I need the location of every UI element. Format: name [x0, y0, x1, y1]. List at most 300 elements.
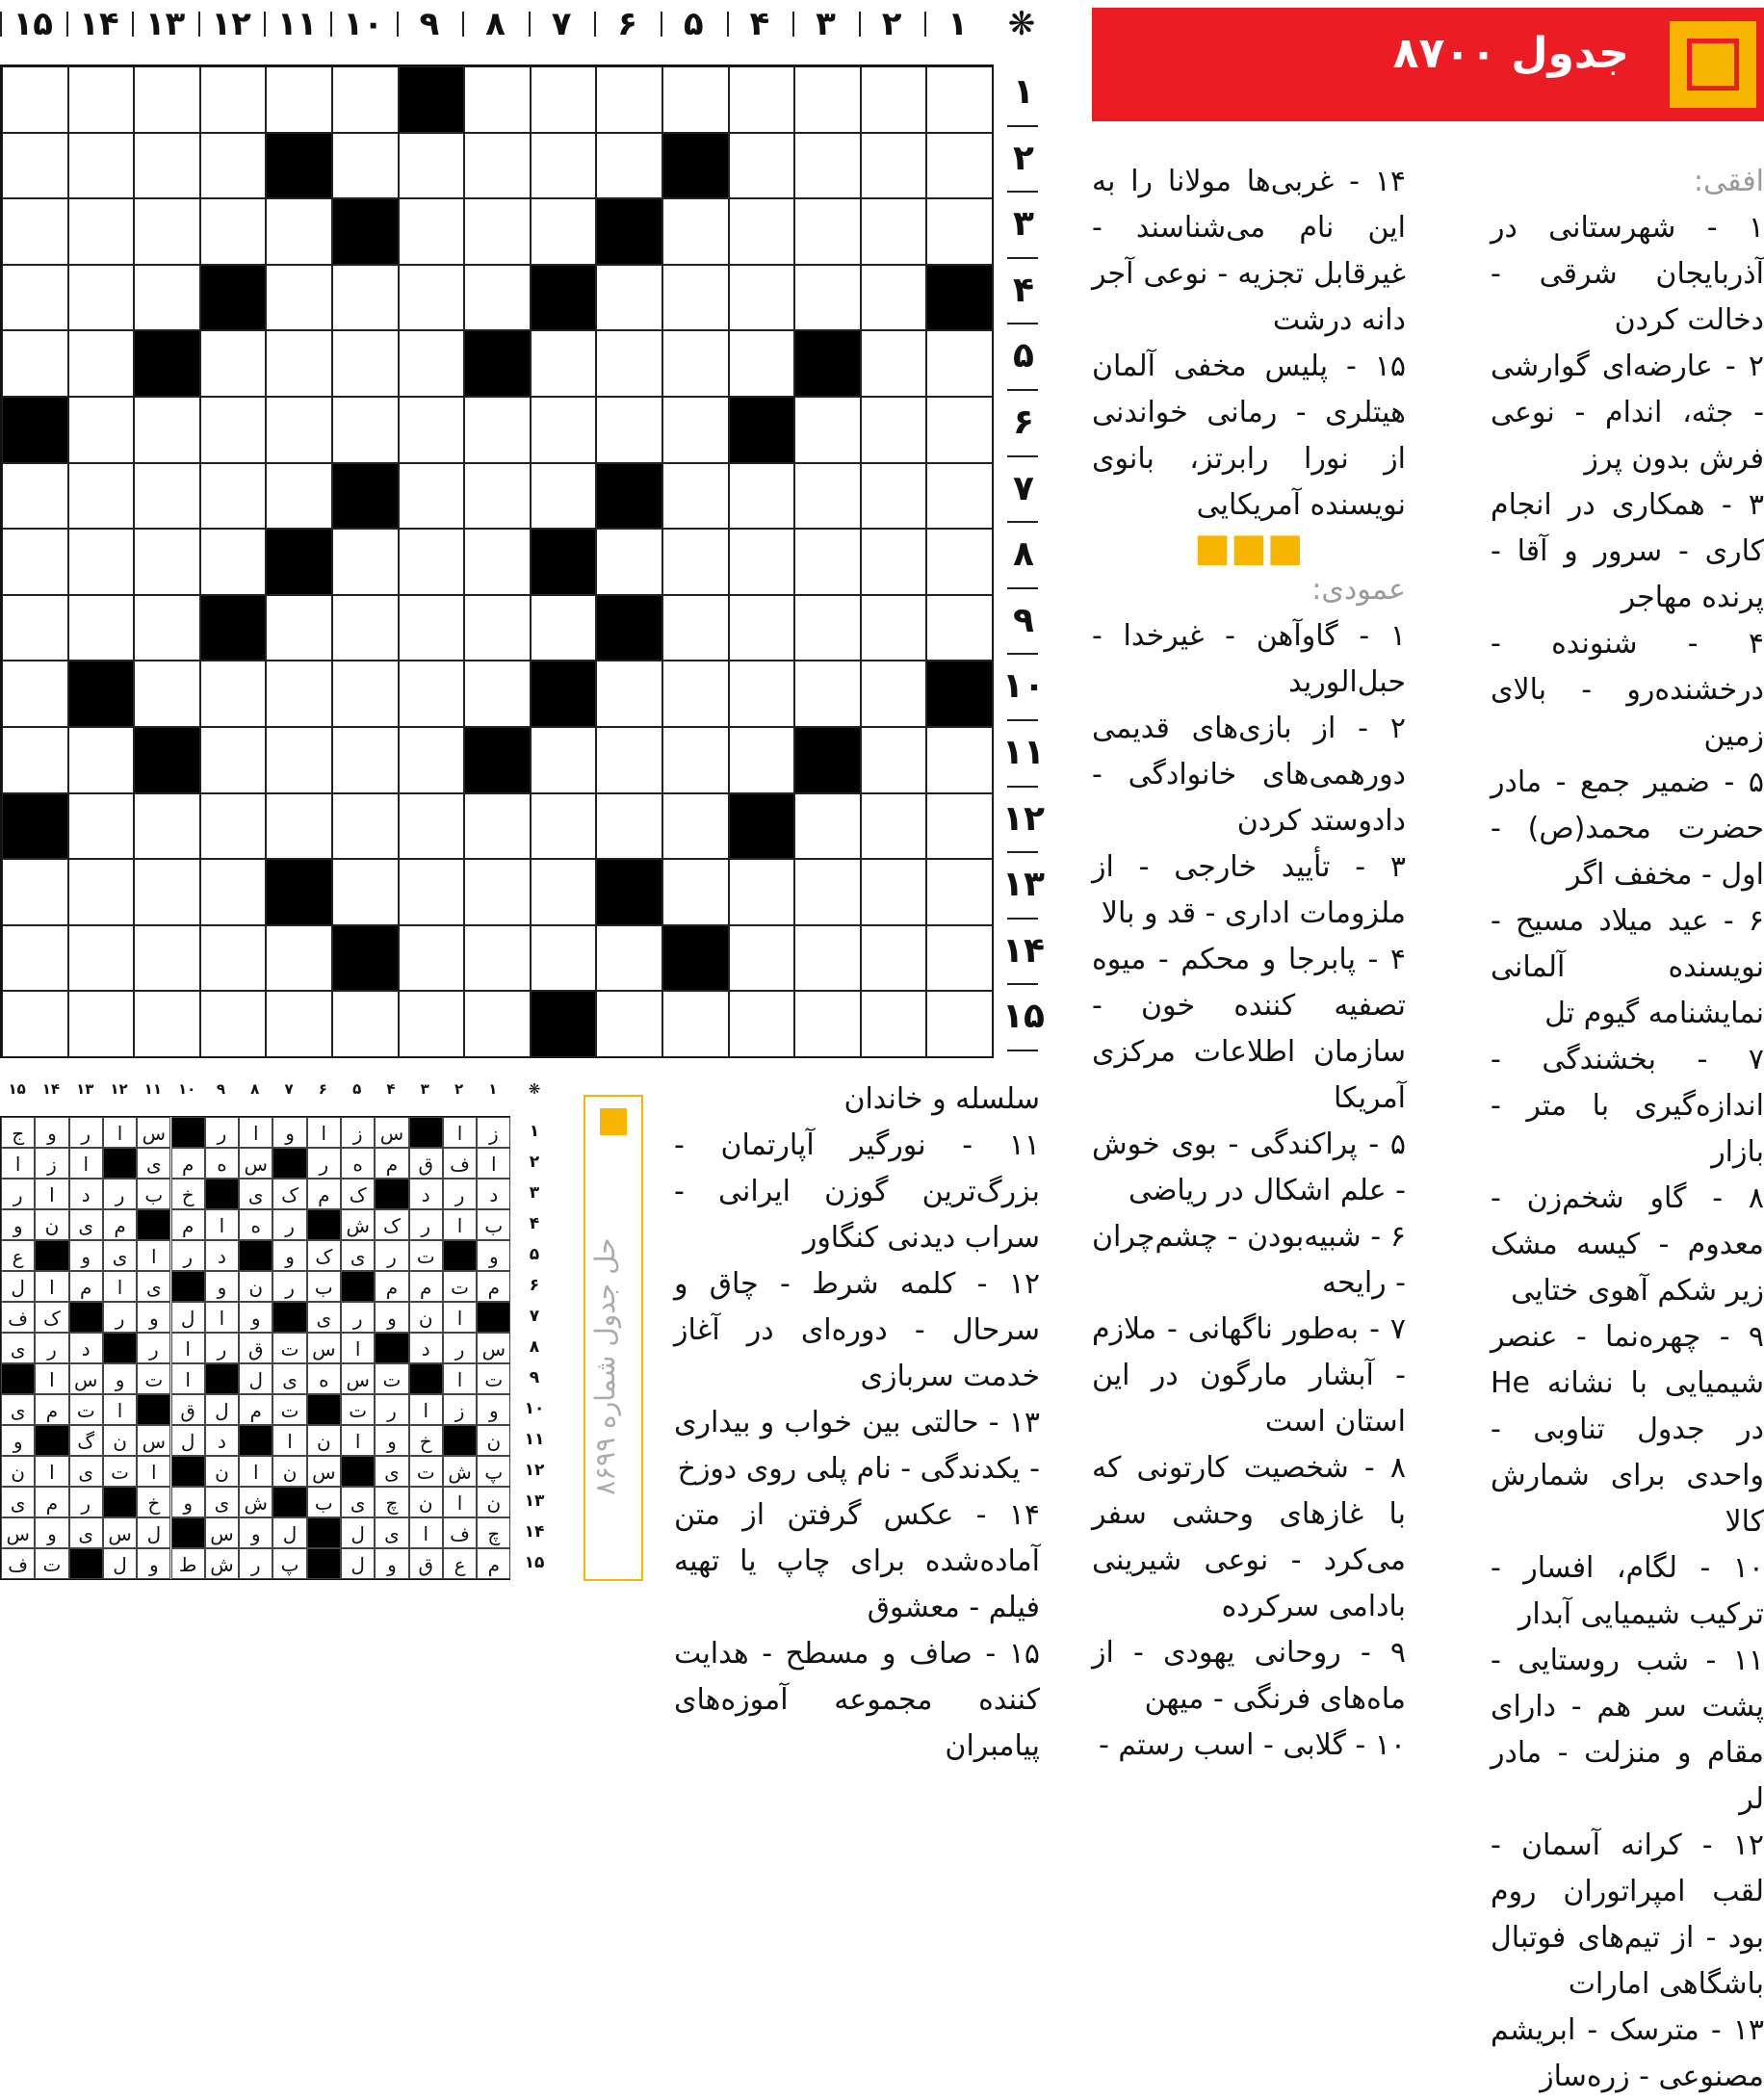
grid-cell[interactable]	[926, 793, 993, 860]
grid-cell[interactable]	[134, 198, 200, 265]
grid-cell[interactable]	[596, 925, 662, 992]
grid-cell[interactable]	[332, 661, 399, 727]
solution-cell: ط	[171, 1548, 205, 1579]
grid-cell[interactable]	[729, 727, 795, 793]
column-number: ۱۳	[144, 5, 186, 43]
grid-cell[interactable]	[926, 198, 993, 265]
solution-cell: ک	[375, 1209, 408, 1240]
grid-cell[interactable]	[464, 397, 531, 463]
grid-cell[interactable]	[729, 661, 795, 727]
solution-black-cell	[375, 1333, 408, 1363]
grid-cell[interactable]	[794, 133, 861, 199]
solution-cell: س	[103, 1517, 137, 1548]
grid-cell[interactable]	[68, 265, 135, 331]
grid-cell[interactable]	[332, 330, 399, 397]
grid-cell[interactable]	[729, 133, 795, 199]
grid-cell[interactable]	[200, 66, 267, 133]
grid-cell[interactable]	[134, 66, 200, 133]
grid-cell[interactable]	[596, 66, 662, 133]
grid-cell[interactable]	[662, 66, 729, 133]
grid-cell[interactable]	[926, 727, 993, 793]
grid-cell[interactable]	[861, 727, 927, 793]
solution-cell: م	[307, 1179, 341, 1209]
grid-cell[interactable]	[729, 925, 795, 992]
solution-cell: ت	[409, 1240, 443, 1271]
grid-cell[interactable]	[729, 463, 795, 530]
grid-cell[interactable]	[861, 925, 927, 992]
column-number: ۲	[881, 5, 902, 43]
grid-cell[interactable]	[596, 727, 662, 793]
solution-cell: ف	[443, 1517, 477, 1548]
solution-cell: ی	[69, 1517, 103, 1548]
grid-cell[interactable]	[531, 925, 597, 992]
solution-cell: ل	[137, 1517, 170, 1548]
solution-cell: ش	[239, 1487, 272, 1517]
grid-cell[interactable]	[464, 265, 531, 331]
grid-cell[interactable]	[2, 529, 68, 595]
grid-cell[interactable]	[399, 265, 465, 331]
solution-cell: د	[477, 1179, 510, 1209]
grid-cell[interactable]	[2, 463, 68, 530]
grid-cell[interactable]	[68, 463, 135, 530]
grid-cell[interactable]	[2, 265, 68, 331]
solution-corner-symbol: ❋	[528, 1080, 541, 1098]
grid-cell[interactable]	[861, 661, 927, 727]
grid-cell[interactable]	[134, 925, 200, 992]
solution-cell: ا	[103, 1394, 137, 1425]
grid-cell[interactable]	[332, 265, 399, 331]
grid-cell[interactable]	[399, 463, 465, 530]
clue-item: ۹ - چهره‌نما - عنصر شیمیایی با نشانه He در جدول تناوبی - واحدی برای شمارش کالا	[1491, 1320, 1764, 1539]
grid-cell[interactable]	[399, 198, 465, 265]
solution-cell: ر	[69, 1487, 103, 1517]
grid-cell[interactable]	[794, 463, 861, 530]
grid-cell[interactable]	[861, 991, 927, 1057]
grid-cell[interactable]	[926, 133, 993, 199]
grid-cell[interactable]	[266, 463, 332, 530]
grid-cell[interactable]	[266, 66, 332, 133]
grid-cell[interactable]	[2, 198, 68, 265]
solution-row-number: ۷	[529, 1307, 540, 1326]
grid-cell[interactable]	[399, 330, 465, 397]
grid-cell[interactable]	[399, 925, 465, 992]
row-number: ۱۱	[1002, 733, 1045, 772]
grid-cell[interactable]	[596, 133, 662, 199]
grid-cell[interactable]	[134, 133, 200, 199]
grid-cell[interactable]	[464, 859, 531, 925]
grid-cell[interactable]	[399, 727, 465, 793]
grid-cell[interactable]	[332, 991, 399, 1057]
black-cell	[794, 727, 861, 793]
grid-cell[interactable]	[926, 595, 993, 661]
grid-cell[interactable]	[794, 198, 861, 265]
grid-cell[interactable]	[68, 859, 135, 925]
solution-cell: ا	[137, 1240, 170, 1271]
grid-cell[interactable]	[399, 133, 465, 199]
solution-cell: ی	[137, 1271, 170, 1302]
grid-cell[interactable]	[399, 859, 465, 925]
grid-cell[interactable]	[794, 529, 861, 595]
grid-cell[interactable]	[399, 529, 465, 595]
grid-cell[interactable]	[464, 661, 531, 727]
grid-cell[interactable]	[662, 727, 729, 793]
grid-cell[interactable]	[200, 859, 267, 925]
grid-cell[interactable]	[399, 661, 465, 727]
solution-cell: ل	[272, 1517, 306, 1548]
grid-cell[interactable]	[464, 133, 531, 199]
grid-cell[interactable]	[531, 727, 597, 793]
grid-cell[interactable]	[266, 793, 332, 860]
grid-cell[interactable]	[926, 463, 993, 530]
grid-cell[interactable]	[2, 330, 68, 397]
grid-cell[interactable]	[926, 529, 993, 595]
solution-cell: ش	[205, 1548, 239, 1579]
solution-cell: ل	[341, 1517, 375, 1548]
grid-cell[interactable]	[200, 793, 267, 860]
grid-cell[interactable]	[794, 793, 861, 860]
black-cell	[2, 397, 68, 463]
solution-black-cell	[137, 1394, 170, 1425]
grid-cell[interactable]	[464, 66, 531, 133]
grid-cell[interactable]	[794, 991, 861, 1057]
grid-cell[interactable]	[2, 66, 68, 133]
solution-cell: ت	[341, 1394, 375, 1425]
solution-cell: ا	[205, 1209, 239, 1240]
black-cell	[596, 859, 662, 925]
grid-cell[interactable]	[266, 925, 332, 992]
grid-cell[interactable]	[2, 133, 68, 199]
solution-cell: ا	[205, 1302, 239, 1333]
grid-cell[interactable]	[266, 661, 332, 727]
row-number: ۱۲	[1002, 798, 1045, 839]
grid-cell[interactable]	[794, 859, 861, 925]
grid-cell[interactable]	[68, 529, 135, 595]
grid-cell[interactable]	[926, 859, 993, 925]
solution-cell: م	[409, 1271, 443, 1302]
grid-cell[interactable]	[926, 925, 993, 992]
solution-column-number: ۱۱	[143, 1080, 162, 1098]
grid-cell[interactable]	[134, 859, 200, 925]
grid-cell[interactable]	[926, 397, 993, 463]
grid-cell[interactable]	[200, 198, 267, 265]
grid-cell[interactable]	[200, 661, 267, 727]
solution-cell: ر	[205, 1333, 239, 1363]
grid-cell[interactable]	[200, 991, 267, 1057]
grid-cell[interactable]	[332, 133, 399, 199]
grid-cell[interactable]	[662, 991, 729, 1057]
solution-cell: ز	[477, 1117, 510, 1148]
grid-cell[interactable]	[266, 265, 332, 331]
clue-item: ۱۰ - لگام، افسار - ترکیب شیمیایی آبدار	[1491, 1551, 1764, 1631]
solution-cell: ت	[477, 1363, 510, 1394]
grid-cell[interactable]	[531, 198, 597, 265]
solution-cell: ت	[103, 1456, 137, 1487]
grid-cell[interactable]	[464, 925, 531, 992]
grid-cell[interactable]	[2, 661, 68, 727]
grid-cell[interactable]	[729, 529, 795, 595]
grid-cell[interactable]	[926, 66, 993, 133]
grid-cell[interactable]	[68, 595, 135, 661]
row-separator	[1007, 125, 1038, 127]
grid-cell[interactable]	[134, 991, 200, 1057]
grid-cell[interactable]	[200, 727, 267, 793]
grid-cell[interactable]	[68, 198, 135, 265]
black-cell	[134, 330, 200, 397]
grid-cell[interactable]	[861, 133, 927, 199]
grid-cell[interactable]	[729, 595, 795, 661]
grid-cell[interactable]	[596, 991, 662, 1057]
solution-cell: ا	[1, 1148, 35, 1179]
solution-cell: م	[477, 1271, 510, 1302]
grid-cell[interactable]	[531, 859, 597, 925]
solution-cell: ی	[205, 1487, 239, 1517]
row-separator	[1007, 786, 1038, 788]
grid-cell[interactable]	[200, 330, 267, 397]
grid-cell[interactable]	[68, 991, 135, 1057]
grid-cell[interactable]	[662, 397, 729, 463]
solution-cell: ق	[239, 1333, 272, 1363]
grid-cell[interactable]	[266, 991, 332, 1057]
solution-cell: ت	[443, 1271, 477, 1302]
solution-column-number: ۱۳	[76, 1080, 94, 1098]
grid-cell[interactable]	[729, 859, 795, 925]
grid-cell[interactable]	[68, 727, 135, 793]
solution-cell: س	[477, 1333, 510, 1363]
solution-cell: ا	[443, 1363, 477, 1394]
black-cell	[2, 793, 68, 860]
grid-cell[interactable]	[332, 727, 399, 793]
grid-cell[interactable]	[729, 265, 795, 331]
solution-cell: م	[477, 1548, 510, 1579]
row-separator	[1007, 257, 1038, 259]
column-separator	[727, 12, 729, 37]
grid-cell[interactable]	[399, 991, 465, 1057]
grid-cell[interactable]	[2, 991, 68, 1057]
grid-cell[interactable]	[2, 859, 68, 925]
solution-cell: ا	[272, 1425, 306, 1456]
grid-cell[interactable]	[861, 529, 927, 595]
grid-cell[interactable]	[662, 265, 729, 331]
row-number: ۳	[1013, 204, 1034, 245]
solution-cell: ش	[341, 1209, 375, 1240]
solution-cell: ی	[341, 1487, 375, 1517]
grid-cell[interactable]	[464, 198, 531, 265]
solution-cell: م	[239, 1394, 272, 1425]
grid-cell[interactable]	[662, 661, 729, 727]
grid-cell[interactable]	[861, 265, 927, 331]
down-title: عمودی:	[1311, 573, 1406, 607]
solution-cell: ر	[272, 1209, 306, 1240]
grid-cell[interactable]	[464, 463, 531, 530]
grid-cell[interactable]	[464, 529, 531, 595]
solution-cell: و	[35, 1517, 68, 1548]
grid-cell[interactable]	[662, 793, 729, 860]
solution-cell: ا	[409, 1394, 443, 1425]
grid-cell[interactable]	[399, 397, 465, 463]
row-separator	[1007, 1050, 1038, 1051]
grid-cell[interactable]	[200, 397, 267, 463]
grid-cell[interactable]	[596, 661, 662, 727]
grid-cell[interactable]	[794, 397, 861, 463]
solution-cell: ی	[1, 1333, 35, 1363]
grid-cell[interactable]	[596, 397, 662, 463]
grid-cell[interactable]	[729, 991, 795, 1057]
grid-cell[interactable]	[2, 925, 68, 992]
solution-cell: ن	[239, 1271, 272, 1302]
grid-cell[interactable]	[861, 793, 927, 860]
grid-cell[interactable]	[926, 991, 993, 1057]
grid-cell[interactable]	[134, 529, 200, 595]
grid-cell[interactable]	[200, 463, 267, 530]
black-cell	[332, 463, 399, 530]
row-number: ۱۴	[1002, 930, 1045, 971]
grid-cell[interactable]	[531, 397, 597, 463]
crossword-grid[interactable]	[0, 65, 994, 1058]
grid-cell[interactable]	[729, 66, 795, 133]
grid-cell[interactable]	[729, 330, 795, 397]
solution-row-number: ۱۰	[524, 1399, 545, 1418]
grid-cell[interactable]	[662, 595, 729, 661]
solution-cell: ر	[69, 1117, 103, 1148]
grid-cell[interactable]	[662, 859, 729, 925]
black-cell	[399, 66, 465, 133]
grid-cell[interactable]	[794, 925, 861, 992]
grid-cell[interactable]	[332, 595, 399, 661]
grid-cell[interactable]	[134, 463, 200, 530]
grid-cell[interactable]	[794, 595, 861, 661]
grid-cell[interactable]	[266, 397, 332, 463]
grid-cell[interactable]	[332, 66, 399, 133]
solution-row-number: ۱۴	[524, 1522, 545, 1542]
grid-cell[interactable]	[464, 793, 531, 860]
grid-cell[interactable]	[68, 925, 135, 992]
grid-cell[interactable]	[2, 595, 68, 661]
grid-cell[interactable]	[729, 198, 795, 265]
solution-cell: ل	[1, 1271, 35, 1302]
grid-cell[interactable]	[332, 529, 399, 595]
solution-black-cell	[477, 1302, 510, 1333]
grid-cell[interactable]	[531, 133, 597, 199]
solution-black-cell	[341, 1456, 375, 1487]
grid-cell[interactable]	[861, 330, 927, 397]
grid-cell[interactable]	[200, 925, 267, 992]
row-separator	[1007, 191, 1038, 193]
solution-column-number: ۱۰	[177, 1080, 196, 1098]
grid-cell[interactable]	[662, 330, 729, 397]
grid-cell[interactable]	[266, 330, 332, 397]
grid-cell[interactable]	[200, 529, 267, 595]
grid-cell[interactable]	[399, 793, 465, 860]
black-cell	[531, 661, 597, 727]
grid-cell[interactable]	[794, 66, 861, 133]
grid-cell[interactable]	[861, 397, 927, 463]
solution-column-number: ۱۲	[110, 1080, 128, 1098]
solution-cell: و	[375, 1425, 408, 1456]
solution-cell: ل	[205, 1394, 239, 1425]
grid-cell[interactable]	[332, 859, 399, 925]
grid-cell[interactable]	[68, 133, 135, 199]
solution-cell: ا	[409, 1517, 443, 1548]
column-separator	[594, 12, 596, 37]
solution-black-cell	[341, 1271, 375, 1302]
grid-cell[interactable]	[861, 198, 927, 265]
clue-item: ۴ - شنونده - درخشنده‌رو - بالای زمین	[1491, 627, 1764, 753]
grid-cell[interactable]	[861, 66, 927, 133]
row-separator	[1007, 851, 1038, 853]
solution-cell: ا	[239, 1117, 272, 1148]
solution-cell: ب	[477, 1209, 510, 1240]
solution-cell: و	[103, 1363, 137, 1394]
grid-cell[interactable]	[68, 66, 135, 133]
grid-cell[interactable]	[531, 330, 597, 397]
solution-row-number: ۱	[529, 1122, 540, 1141]
grid-cell[interactable]	[134, 595, 200, 661]
grid-cell[interactable]	[68, 330, 135, 397]
grid-cell[interactable]	[861, 859, 927, 925]
grid-cell[interactable]	[861, 463, 927, 530]
grid-cell[interactable]	[332, 793, 399, 860]
solution-cell: و	[272, 1240, 306, 1271]
grid-cell[interactable]	[794, 265, 861, 331]
grid-cell[interactable]	[464, 595, 531, 661]
grid-cell[interactable]	[464, 991, 531, 1057]
grid-cell[interactable]	[332, 397, 399, 463]
grid-cell[interactable]	[531, 66, 597, 133]
grid-cell[interactable]	[68, 793, 135, 860]
solution-cell: ن	[35, 1209, 68, 1240]
grid-cell[interactable]	[531, 463, 597, 530]
grid-cell[interactable]	[134, 793, 200, 860]
grid-cell[interactable]	[794, 661, 861, 727]
grid-cell[interactable]	[531, 595, 597, 661]
grid-cell[interactable]	[596, 529, 662, 595]
grid-cell[interactable]	[399, 595, 465, 661]
grid-cell[interactable]	[266, 727, 332, 793]
grid-cell[interactable]	[596, 265, 662, 331]
grid-cell[interactable]	[68, 397, 135, 463]
grid-cell[interactable]	[134, 397, 200, 463]
grid-cell[interactable]	[662, 463, 729, 530]
solution-cell: ا	[171, 1333, 205, 1363]
grid-cell[interactable]	[266, 595, 332, 661]
grid-cell[interactable]	[134, 661, 200, 727]
grid-cell[interactable]	[266, 198, 332, 265]
solution-cell: د	[409, 1179, 443, 1209]
clue-item: ۱۳ - مترسک - ابریشم مصنوعی - زره‌ساز	[1491, 2013, 1764, 2093]
grid-cell[interactable]	[861, 595, 927, 661]
solution-black-cell	[35, 1240, 68, 1271]
solution-cell: ل	[103, 1548, 137, 1579]
solution-row-number: ۶	[529, 1276, 540, 1295]
column-separator	[462, 12, 464, 37]
grid-cell[interactable]	[134, 265, 200, 331]
solution-cell: ب	[307, 1271, 341, 1302]
solution-caption: حل جدول شماره ۸۶۹۹	[589, 1237, 621, 1495]
solution-cell: ن	[205, 1456, 239, 1487]
grid-cell[interactable]	[2, 727, 68, 793]
column-number: ۳	[816, 5, 836, 43]
grid-cell[interactable]	[200, 133, 267, 199]
grid-cell[interactable]	[531, 793, 597, 860]
grid-cell[interactable]	[662, 198, 729, 265]
grid-cell[interactable]	[596, 330, 662, 397]
grid-cell[interactable]	[662, 529, 729, 595]
solution-cell: ن	[477, 1425, 510, 1456]
solution-cell: خ	[137, 1487, 170, 1517]
grid-cell[interactable]	[926, 330, 993, 397]
solution-cell: ا	[35, 1363, 68, 1394]
grid-cell[interactable]	[596, 793, 662, 860]
